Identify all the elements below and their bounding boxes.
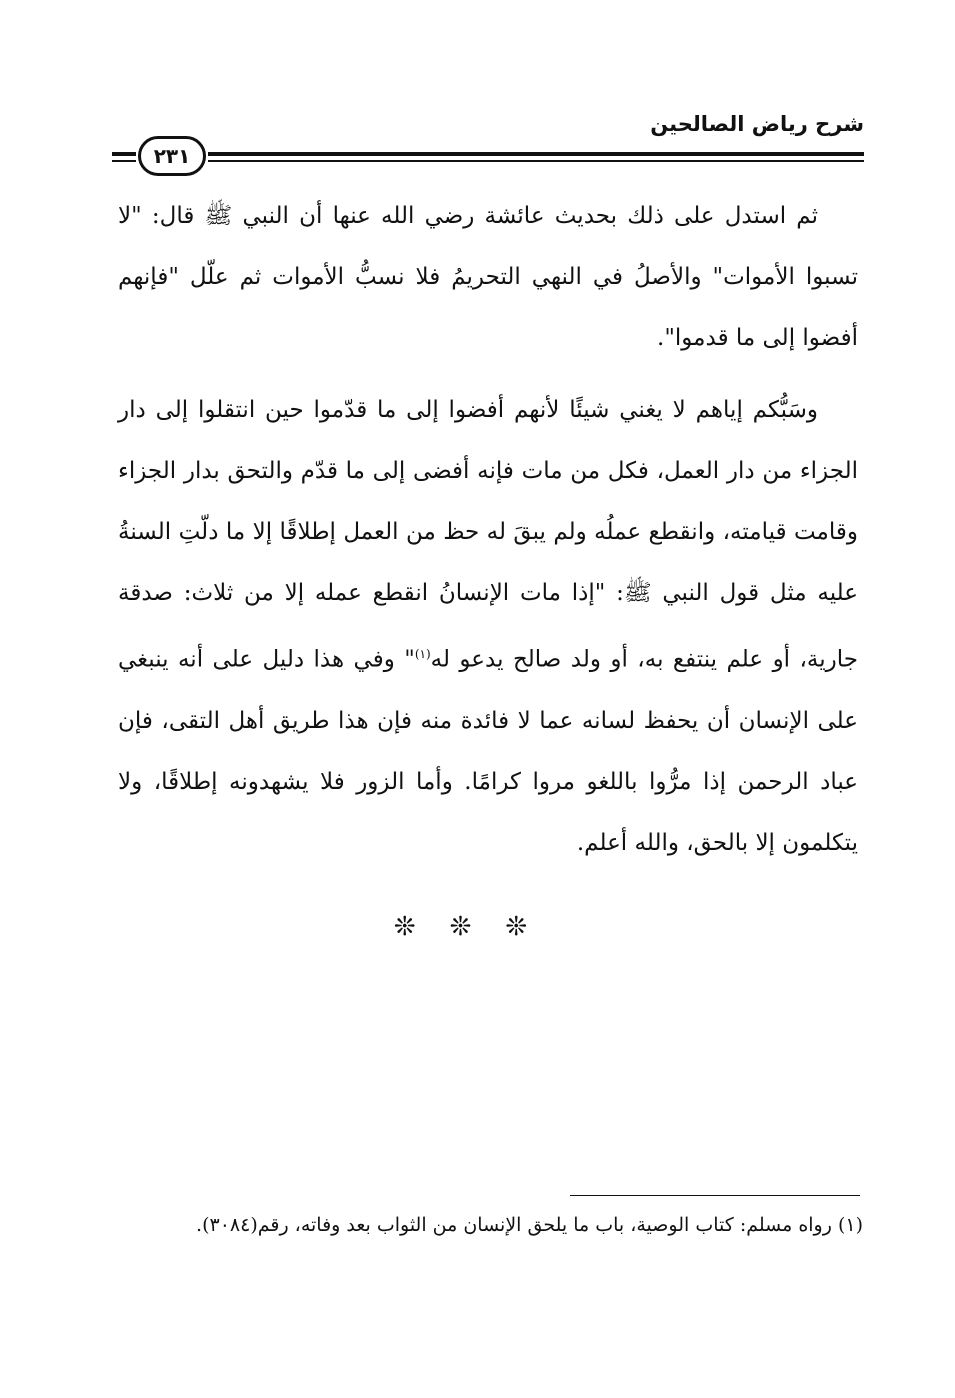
- paragraph-1: ثم استدل على ذلك بحديث عائشة رضي الله عنها أن النبي ﷺ قال: "لا تسبوا الأموات" والأصلُ في النهي التحريمُ فلا نسبُّ الأموات ثم علّل "فإنهم أفضوا إلى ما قدموا".: [118, 203, 858, 351]
- page-header: [112, 110, 864, 180]
- book-title: شرح رياض الصالحين: [650, 112, 864, 136]
- header-rule-left-thin: [112, 160, 136, 162]
- paragraph-2-main: وسَبُّكم إياهم لا يغني شيئًا لأنهم أفضوا إلى ما قدّموا حين انتقلوا إلى دار الجزاء من دار العمل، فكل من مات فإنه أفضى إلى ما قدّم والتحق بدار الجزاء وقامت قيامته، وانقطع عملُه ولم يبقَ له حظ من العمل إطلاقًا إلا ما دلّتِ السنةُ عليه مثل قول النبي ﷺ: "إذا مات الإنسانُ انقطع عمله إلا من ثلاث: صدقة جارية، أو علم ينتفع به، أو ولد صالح يدعو له: [118, 397, 858, 673]
- footnote-divider: [570, 1195, 860, 1196]
- section-separator: ❊❊❊: [393, 912, 562, 942]
- header-rule-thin: [208, 160, 864, 162]
- paragraph-2-rest: " وفي هذا دليل على أنه ينبغي على الإنسان أن يحفظ لسانه عما لا فائدة منه فإن هذا طريق أهل التقى، فإن عباد الرحمن إذا مرُّوا باللغو مروا كرامًا. وأما الزور فلا يشهدونه إطلاقًا، ولا يتكلمون إلا بالحق، والله أعلم.: [118, 646, 858, 856]
- header-rule-left-thick: [112, 152, 136, 156]
- paragraph-2: [118, 380, 858, 874]
- header-rule-thick: [208, 152, 864, 156]
- footnote-reference[interactable]: (١): [414, 647, 431, 661]
- footnote-1: (١) رواه مسلم: كتاب الوصية، باب ما يلحق الإنسان من الثواب بعد وفاته، رقم(٣٠٨٤).: [196, 1214, 863, 1236]
- page-number: ٢٣١: [138, 136, 206, 176]
